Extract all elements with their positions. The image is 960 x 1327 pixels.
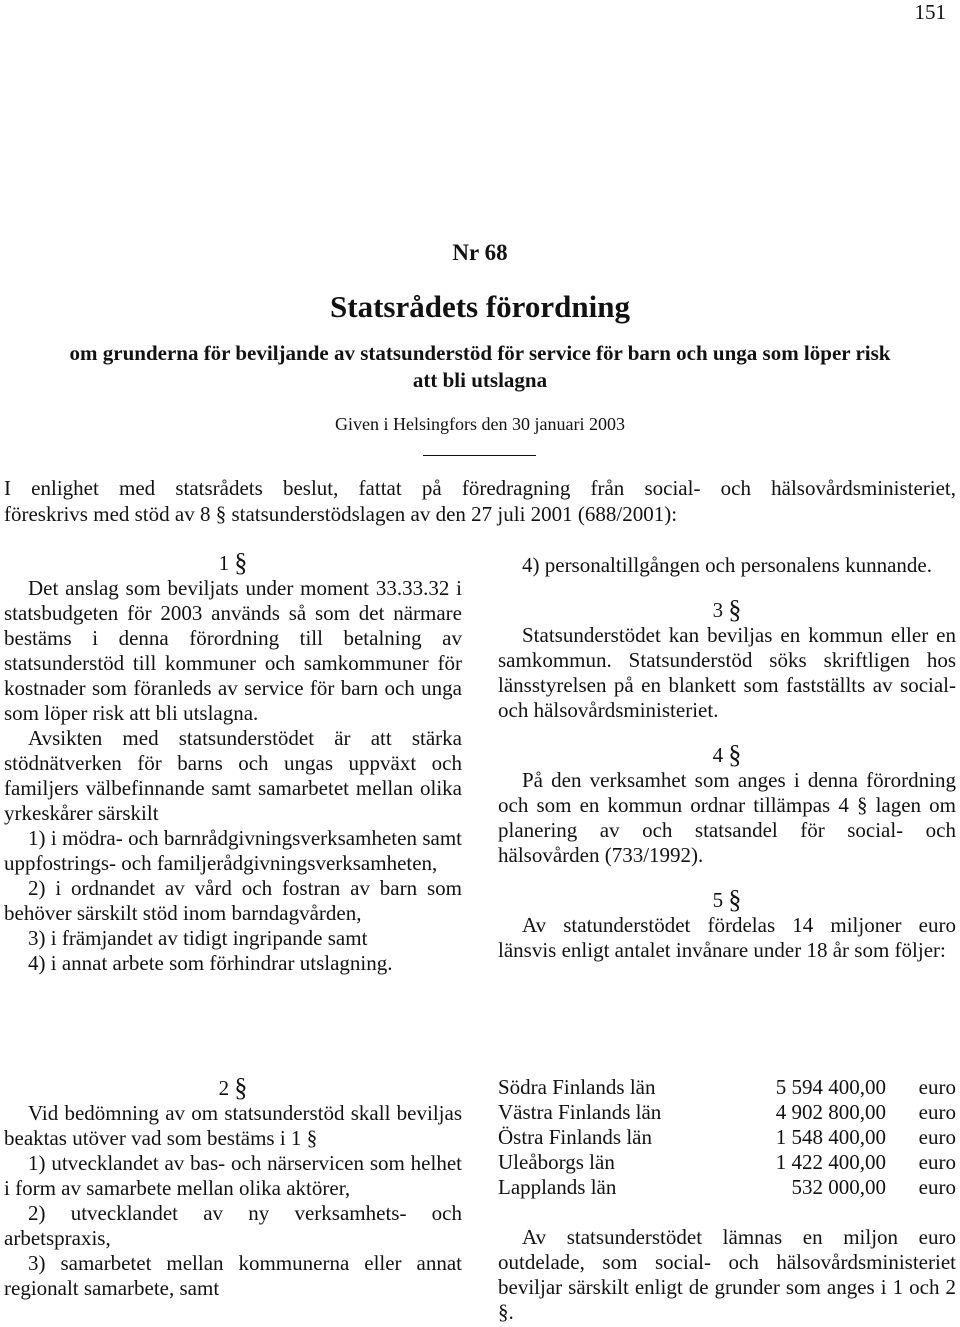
currency-cell: euro (918, 1150, 956, 1174)
section-symbol: § (234, 1073, 248, 1102)
amount-cell: 1 422 400,00 (775, 1150, 886, 1174)
distribution-table-wrapper (498, 1075, 956, 1200)
distribution-table (498, 1075, 956, 1200)
amount-cell: 4 902 800,00 (775, 1100, 886, 1124)
section-1-paragraph-2: Avsikten med statsunderstödet är att stärka stödnätverken för barns och ungas uppväxt och familjers välbefinnande samt samarbetet mellan olika yrkeskårer särskilt (4, 726, 462, 825)
section-1-item-2: 2) i ordnandet av vård och fostran av barn som behöver särskilt stöd inom barndagvården, (4, 876, 462, 925)
section-symbol: § (728, 595, 742, 624)
section-3-text: Statsunderstödet kan beviljas en kommun eller en samkommun. Statsunderstöd söks skriftligen hos länsstyrelsen på en blankett som fastställts av social- och hälsovårdsministeriet. (498, 623, 956, 722)
section-5-text: Av statunderstödet fördelas 14 miljoner euro länsvis enligt antalet invånare under 18 år som följer: (498, 913, 956, 962)
section-1-item-3: 3) i främjandet av tidigt ingripande samt (28, 926, 368, 950)
section-4-text: På den verksamhet som anges i denna förordning och som en kommun ordnar tillämpas 4 § lagen om planering av och statsandel för social- och hälsovården (733/1992). (498, 768, 957, 867)
preamble (4, 475, 956, 527)
section-symbol: § (728, 740, 742, 769)
region-cell: Uleåborgs län (498, 1150, 615, 1174)
section-2-item-4: 4) personaltillgången och personalens kunnande. (522, 553, 932, 577)
section-3-heading: 3 § (712, 595, 742, 624)
currency-cell: euro (918, 1075, 956, 1099)
table-row (498, 1100, 956, 1125)
section-symbol: § (856, 793, 868, 817)
divider-rule (423, 455, 536, 456)
section-1-item-4: 4) i annat arbete som förhindrar utslagning. (28, 951, 393, 975)
section-symbol: § (728, 885, 742, 914)
amount-cell: 532 000,00 (791, 1175, 886, 1199)
region-cell: Västra Finlands län (498, 1100, 662, 1124)
region-cell: Lapplands län (498, 1175, 617, 1199)
section-5-closing: Av statsunderstödet lämnas en miljon euro outdelade, som social- och hälsovårdsministeriet beviljar särskilt enligt de grunder som anges i 1 och 2 §. (498, 1225, 956, 1324)
page-title: Statsrådets förordning (330, 289, 630, 324)
left-column-section-2 (4, 1075, 462, 1301)
subtitle-line-2: att bli utslagna (412, 368, 548, 392)
preamble-line-2: föreskrivs med stöd av 8 § statsunderstödslagen av den 27 juli 2001 (688/2001): (4, 502, 678, 526)
table-row (498, 1125, 956, 1150)
region-cell: Östra Finlands län (498, 1125, 652, 1149)
statute-number: Nr 68 (452, 240, 508, 265)
section-4-heading: 4 § (712, 740, 742, 769)
region-cell: Södra Finlands län (498, 1075, 656, 1099)
currency-cell: euro (918, 1125, 956, 1149)
given-date: Given i Helsingfors den 30 januari 2003 (335, 414, 625, 434)
section-1-item-1: 1) i mödra- och barnrådgivningsverksamheten samt uppfostrings- och familjerådgivningsverksamheten, (4, 826, 462, 875)
left-column (4, 550, 462, 976)
section-5-closing-wrapper (498, 1225, 956, 1325)
table-row (498, 1175, 956, 1200)
currency-cell: euro (918, 1100, 956, 1124)
currency-cell: euro (918, 1175, 956, 1199)
section-2-item-2: 2) utvecklandet av ny verksamhets- och arbetspraxis, (4, 1201, 462, 1250)
section-symbol: § (498, 1300, 509, 1324)
section-2-heading: 2 § (218, 1073, 248, 1102)
page-number: 151 (914, 0, 946, 24)
subtitle-line-1: om grunderna för beviljande av statsunderstöd för service för barn och unga som löper risk (69, 341, 891, 365)
section-2-item-3: 3) samarbetet mellan kommunerna eller annat regionalt samarbete, samt (4, 1251, 462, 1300)
section-symbol: § (306, 1126, 318, 1150)
section-1-heading: 1 § (218, 548, 248, 577)
amount-cell: 5 594 400,00 (775, 1075, 886, 1099)
section-1-paragraph-1: Det anslag som beviljats under moment 33.33.32 i statsbudgeten för 2003 används så som det närmare bestäms i denna förordning till betalning av statsunderstöd till kommuner och samkommuner för kostnader som föranleds av service för barn och unga som löper risk att bli utslagna. (4, 576, 462, 725)
section-symbol: § (234, 548, 248, 577)
preamble-line-1: I enlighet med statsrådets beslut, fattat på föredragning från social- och hälsovårdsministeriet, (4, 476, 956, 500)
right-column (498, 553, 956, 963)
table-row (498, 1075, 956, 1100)
amount-cell: 1 548 400,00 (775, 1125, 886, 1149)
table-row (498, 1150, 956, 1175)
section-2-paragraph-1: Vid bedömning av om statsunderstöd skall beviljas beaktas utöver vad som bestäms i 1 § (4, 1101, 462, 1150)
section-2-item-1: 1) utvecklandet av bas- och närservicen som helhet i form av samarbete mellan olika aktörer, (4, 1151, 462, 1200)
subtitle (0, 340, 960, 394)
section-5-heading: 5 § (712, 885, 742, 914)
